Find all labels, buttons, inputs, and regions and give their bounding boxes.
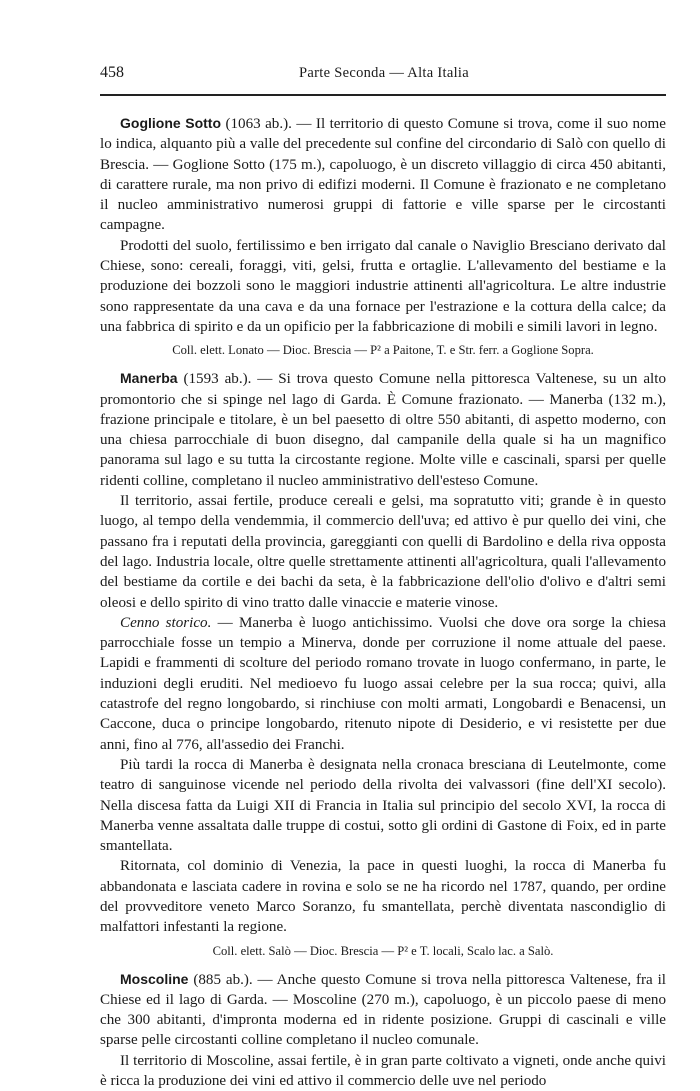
running-title: Parte Seconda — Alta Italia [299, 65, 469, 81]
header-rule [100, 94, 666, 96]
entry-paragraph: Prodotti del suolo, fertilissimo e ben irrigato dal canale o Naviglio Bresciano derivato dal Chiese, sono: cereali, foraggi, viti, gelsi, frutta e ortaglie. L'allevamento del bestiame e la produzione dei bozzoli sono le maggiori industrie attinenti all'agricoltura. Le altre industrie sono rappresentate da una cava e da una fornace per l'estrazione e la cottura della calce; da una fabbrica di spirito e da un opificio per la fabbricazione di mobili e simili lavori in legno. [100, 237, 666, 335]
entry-info-line: Coll. elett. Salò — Dioc. Brescia — P² e T. locali, Scalo lac. a Salò. [212, 943, 554, 958]
entry-goglione-sotto [100, 113, 666, 359]
entry-text: (1593 ab.). — Si trova questo Comune nella pittoresca Valtenese, su un alto promontorio che si spinge nel lago di Garda. È Comune frazionato. — Manerba (132 m.), frazione principale e titolare, è un bel paesetto di oltre 550 abitanti, di aspetto moderno, con una chiesa parrocchiale di buon disegno, dal campanile della quale si ha un magnifico panorama sul lago e su tutta la circostante regione. Molte ville e cascinali, sparsi per quelle ridenti colline, completano il nucleo amministrativo dell'esteso Comune. [100, 371, 666, 489]
entry-paragraph: Il territorio, assai fertile, produce cereali e gelsi, ma sopratutto viti; grande è in questo luogo, al tempo della vendemmia, il commercio dell'uva; ed attivo è pur quello dei vini, che passano fra i reputati della provincia, gareggianti con quelli di Bardolino e della riva opposta del lago. Industria locale, oltre quelle strettamente attinenti all'agricoltura, quali l'allevamento del bestiame da cortile e dei bachi da seta, è la fabbricazione dell'olio d'olivo e d'altri semi oleosi e dello spirito di vino tratto dalle vinaccie e materie vinose. [100, 493, 666, 611]
entry-paragraph: Ritornata, col dominio di Venezia, la pace in questi luoghi, la rocca di Manerba fu abbandonata e lasciata cadere in rovina e solo se ne ha ricordo nel 1787, quando, per ordine del provveditore veneto Marco Soranzo, fu smantellata, perchè diventata nascondiglio di malfattori infestanti la regione. [100, 858, 666, 936]
entry-title: Goglione Sotto [120, 115, 221, 131]
page-body [100, 113, 666, 1091]
history-label: Cenno storico. [120, 614, 212, 631]
entry-info-line: Coll. elett. Lonato — Dioc. Brescia — P² a Paitone, T. e Str. ferr. a Goglione Sopra. [172, 343, 594, 358]
entry-moscoline [100, 969, 666, 1091]
entry-paragraph [100, 368, 666, 491]
entry-text: — Manerba è luogo antichissimo. Vuolsi che dove ora sorge la chiesa parrocchiale fosse un tempio a Minerva, donde per corruzione il nome attuale del paese. Lapidi e frammenti di scolture del periodo romano trovate in luogo confermano, in parte, le induzioni degli eruditi. Nel medioevo fu luogo assai celebre per la sua rocca; quivi, alla catastrofe del regno longobardo, si rinchiuse con molti armati, Longobardi e Benacensi, un Caccone, duca o principe longobardo, ritenuto nipote di Desiderio, e vi resistette per due anni, fino al 776, all'assedio dei Franchi. [100, 614, 667, 753]
entry-text: (1063 ab.). — Il territorio di questo Comune si trova, come il suo nome lo indica, alquanto più a valle del precedente sul confine del circondario di Salò con quello di Brescia. — Goglione Sotto (175 m.), capoluogo, è un discreto villaggio di circa 450 abitanti, di carattere rurale, ma non privo di edifizi moderni. Il Comune è frazionato e ne completano il nucleo amministrativo numerosi gruppi di fattorie e ville sparse per le circostanti campagne. [100, 116, 666, 234]
entry-paragraph [100, 613, 666, 755]
entry-title: Manerba [120, 370, 178, 387]
entry-paragraph [100, 113, 666, 236]
entry-paragraph [100, 969, 666, 1051]
entry-text: (885 ab.). — Anche questo Comune si trova nella pittoresca Valtenese, fra il Chiese ed il lago di Garda. — Moscoline (270 m.), capoluogo, è un piccolo paese di meno che 300 abitanti, d'impronta moderna ed in ridente posizione. Gruppi di cascinali e ville sparse pelle circostanti colline completano il nucleo comunale. [100, 971, 666, 1049]
entry-paragraph: Il territorio di Moscoline, assai fertile, è in gran parte coltivato a vigneti, onde anche quivi è ricca la produzione dei vini ed attivo il commercio delle uve nel periodo [100, 1052, 666, 1090]
page-header [100, 64, 668, 86]
page-number: 458 [100, 64, 124, 81]
entry-manerba [100, 368, 666, 959]
entry-paragraph: Più tardi la rocca di Manerba è designata nella cronaca bresciana di Leutelmonte, come teatro di sanguinose vicende nel periodo della rivolta dei valvassori (fine dell'XI secolo). Nella discesa fatta da Luigi XII di Francia in Italia sul principio del secolo XVI, la rocca di Manerba venne assaltata dalle truppe di costui, sotto gli ordini di Gastone di Foix, ed in parte smantellata. [100, 756, 666, 855]
entry-title: Moscoline [120, 970, 189, 987]
